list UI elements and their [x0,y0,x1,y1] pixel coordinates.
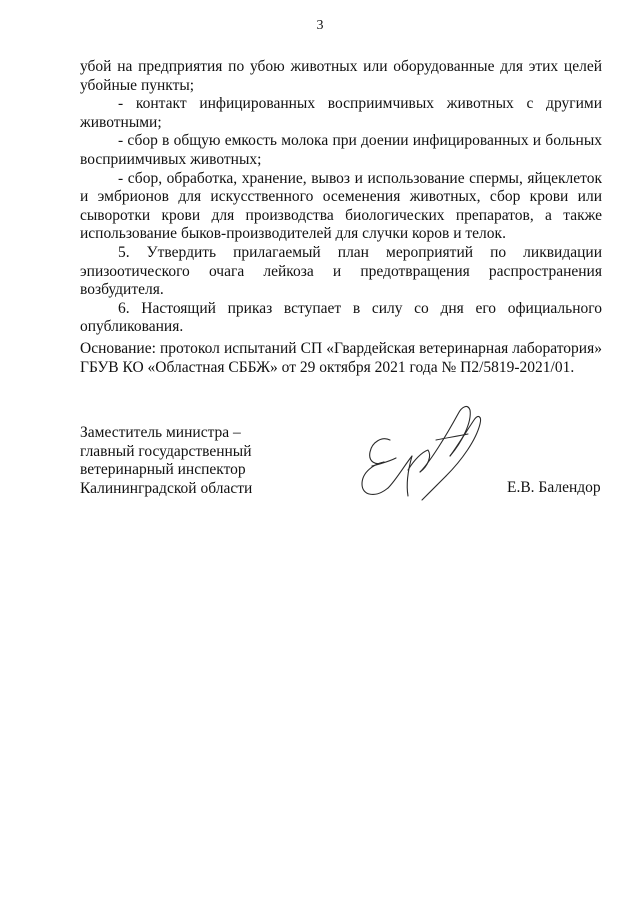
signer-title-line: ветеринарный инспектор [80,461,246,479]
signer-title [80,424,320,498]
handwritten-signature [350,400,500,505]
paragraph: - сбор, обработка, хранение, вывоз и использование спермы, яйцеклеток и эмбрионов для искусственного осеменения животных, сбор крови или сыворотки крови для производства биологических препаратов, а также использование быков-производителей для случки коров и телок. [80,169,602,243]
signer-title-line: главный государственный [80,442,252,460]
signer-title-line: Заместитель министра – [80,424,241,441]
basis-note: Основание: протокол испытаний СП «Гвардейская ветеринарная лаборатория» ГБУВ КО «Областная СББЖ» от 29 октября 2021 года № П2/5819-2021/01. [80,340,602,376]
document-body [80,58,602,337]
paragraph: - сбор в общую емкость молока при доении инфицированных и больных восприимчивых животных; [80,132,602,168]
paragraph: 5. Утвердить прилагаемый план мероприятий по ликвидации эпизоотического очага лейкоза и предотвращения распространения возбудителя. [80,243,602,299]
page-number: 3 [316,18,324,33]
paragraph: убой на предприятия по убою животных или оборудованные для этих целей убойные пункты; [80,58,602,94]
signer-title-line: Калининградской области [80,479,253,497]
paragraph: 6. Настоящий приказ вступает в силу со дня его официального опубликования. [80,299,602,336]
signer-name: Е.В. Балендор [507,479,601,496]
paragraph: - контакт инфицированных восприимчивых животных с другими животными; [80,95,602,131]
